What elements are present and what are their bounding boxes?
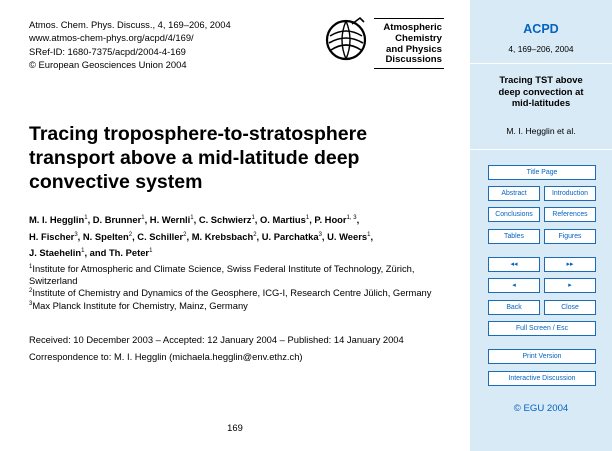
- figures-button[interactable]: Figures: [544, 229, 596, 244]
- introduction-button[interactable]: Introduction: [544, 186, 596, 201]
- page-number: 169: [227, 422, 243, 433]
- sidebar-divider: [470, 149, 612, 150]
- title-page-button[interactable]: Title Page: [488, 165, 596, 180]
- journal-url[interactable]: www.atmos-chem-phys.org/acpd/4/169/: [29, 32, 194, 44]
- sidebar-title: Tracing TST above deep convection at mid-latitudes: [498, 74, 584, 108]
- previous-page-button[interactable]: ◂: [488, 278, 540, 293]
- affiliation-item: $^3$Max Planck Institute for Chemistry, Mainz, Germany: [29, 300, 248, 312]
- affiliations: [29, 262, 454, 312]
- sidebar-divider: [470, 63, 612, 64]
- copyright: © European Geosciences Union 2004: [29, 59, 187, 71]
- interactive-discussion-button[interactable]: Interactive Discussion: [488, 371, 596, 386]
- journal-logo: [322, 16, 444, 70]
- author-list: M. I. Hegglin$^1$, D. Brunner$^1$, H. Wernli$^1$, C. Schwierz$^1$, O. Martius$^1$, P. Hoor$^{1, 3}$, H. Fischer$^3$, N. Spelten$^2$, C. Schiller$^2$, M. Krebsbach$^2$, U. Parchatka$^3$, U. Weers$^1$, J. Staehelin$^1$, and Th. Peter$^1$: [29, 214, 374, 259]
- header-citation-block: [29, 18, 231, 72]
- logo-wordmark: Atmospheric Chemistry and Physics Discussions: [383, 22, 442, 66]
- full-screen-button[interactable]: Full Screen / Esc: [488, 321, 596, 336]
- conclusions-button[interactable]: Conclusions: [488, 207, 540, 222]
- egu-logo-icon: [322, 16, 372, 66]
- logo-bottom-rule: [374, 68, 444, 69]
- abstract-button[interactable]: Abstract: [488, 186, 540, 201]
- sidebar-meta: 4, 169–206, 2004: [508, 44, 574, 54]
- sidebar-journal: ACPD: [523, 22, 559, 36]
- references-button[interactable]: References: [544, 207, 596, 222]
- last-page-button[interactable]: ▸▸: [544, 257, 596, 272]
- paper-title: Tracing troposphere-to-stratosphere transport above a mid-latitude deep convective system: [29, 123, 368, 193]
- citation: Atmos. Chem. Phys. Discuss., 4, 169–206, 2004: [29, 19, 231, 30]
- print-version-button[interactable]: Print Version: [488, 349, 596, 364]
- correspondence: Correspondence to: M. I. Hegglin (michaela.hegglin@env.ethz.ch): [29, 351, 303, 362]
- sidebar-author: M. I. Hegglin et al.: [506, 126, 576, 136]
- affiliation-item: $^1$Institute for Atmospheric and Climate Science, Swiss Federal Institute of Technology, Zürich, Switzerland: [29, 263, 415, 286]
- sidebar-copyright: © EGU 2004: [513, 403, 569, 414]
- affiliation-item: $^2$Institute of Chemistry and Dynamics of the Geosphere, ICG-I, Research Centre Jülich, Germany: [29, 287, 432, 299]
- next-page-button[interactable]: ▸: [544, 278, 596, 293]
- logo-top-rule: [374, 18, 444, 19]
- close-button[interactable]: Close: [544, 300, 596, 315]
- back-button[interactable]: Back: [488, 300, 540, 315]
- sref-id: SRef-ID: 1680-7375/acpd/2004-4-169: [29, 45, 186, 57]
- first-page-button[interactable]: ◂◂: [488, 257, 540, 272]
- publication-dates: Received: 10 December 2003 – Accepted: 12 January 2004 – Published: 14 January 2004: [29, 334, 404, 345]
- tables-button[interactable]: Tables: [488, 229, 540, 244]
